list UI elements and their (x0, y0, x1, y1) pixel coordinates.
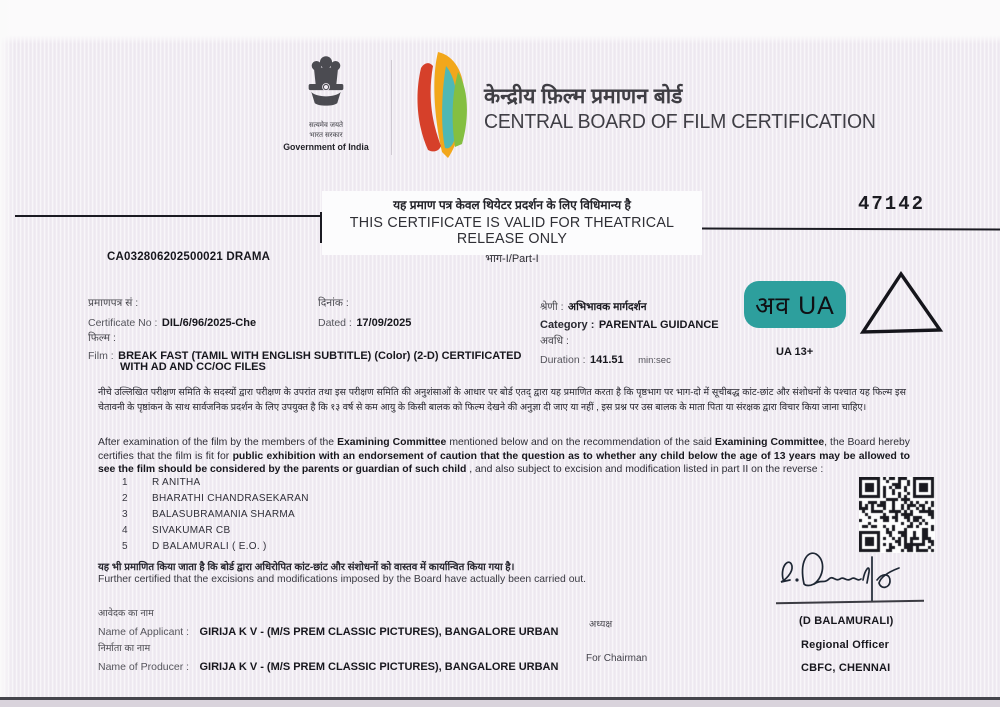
duration-value: 141.51 (589, 354, 624, 366)
ca-number: CA032806202500021 DRAMA (107, 251, 271, 263)
applicant-label-hi: आवेदक का नाम (98, 608, 154, 619)
member-number: 3 (122, 509, 128, 520)
scan-bottom-strip (0, 700, 1000, 707)
rating-caption: UA 13+ (776, 346, 814, 358)
film-title-line2: WITH AD AND CC/OC FILES (120, 361, 266, 373)
member-name: BALASUBRAMANIA SHARMA (152, 509, 296, 520)
member-name: BHARATHI CHANDRASEKARAN (152, 493, 309, 504)
member-number: 4 (122, 525, 128, 536)
date-value: 17/09/2025 (356, 317, 412, 329)
chairman-label-hi: अध्यक्ष (589, 619, 613, 630)
govt-emblem (278, 52, 374, 152)
duration-row (540, 350, 671, 368)
chairman-label-en: For Chairman (586, 653, 648, 664)
signatory-title: Regional Officer (801, 639, 890, 651)
category-row-en (540, 315, 719, 333)
member-name: D BALAMURALI ( E.O. ) (152, 541, 267, 552)
duration-label-hi: अवधि : (540, 335, 569, 347)
category-label-en: Category : (540, 319, 595, 331)
declaration-seg: After examination of the film by the members of the (98, 437, 338, 448)
applicant-label-en: Name of Applicant : (98, 626, 190, 638)
emblem-govt-of-india: Government of India (283, 142, 369, 152)
duration-label-en: Duration : (540, 354, 586, 366)
declaration-bold-seg: public exhibition with an endorsement of caution that the question as to whether any child below the age of 13 years may be allowed to see the film should be considered by the parents or guardian of such child (98, 450, 910, 476)
committee-member-row (122, 509, 295, 520)
category-label-hi: श्रेणी : (540, 301, 564, 313)
rating-triangle-icon (856, 270, 946, 336)
producer-label-en: Name of Producer : (98, 661, 190, 673)
serial-number: 47142 (858, 193, 926, 215)
date-label-en: Dated : (318, 317, 352, 329)
declaration-bold-seg: Examining Committee (714, 437, 825, 448)
applicant-value: GIRIJA K V - (M/S PREM CLASSIC PICTURES), BANGALORE URBAN (199, 626, 559, 638)
banner-part-label: भाग-I/Part-I (485, 253, 539, 265)
applicant-row (98, 622, 558, 640)
film-label-hi: फिल्म : (88, 332, 116, 344)
rating-badge-text: अव UA (755, 291, 835, 320)
board-name-hindi: केन्द्रीय फ़िल्म प्रमाणन बोर्ड (484, 85, 683, 108)
committee-member-row (122, 541, 267, 552)
member-number: 2 (122, 493, 128, 504)
film-label-en: Film : (88, 350, 114, 362)
signatory-office: CBFC, CHENNAI (801, 662, 891, 674)
member-name: SIVAKUMAR CB (152, 525, 231, 536)
rating-badge (744, 281, 846, 328)
date-row (318, 313, 411, 331)
producer-row (98, 657, 558, 675)
member-name: R ANITHA (152, 477, 201, 488)
signatory-name: (D BALAMURALI) (799, 615, 894, 627)
category-value-en: PARENTAL GUIDANCE (598, 319, 719, 331)
committee-member-row (122, 493, 309, 504)
committee-member-row (122, 477, 201, 488)
film-title-line1: BREAK FAST (TAMIL WITH ENGLISH SUBTITLE) (Color) (2-D) CERTIFICATED (118, 350, 522, 362)
emblem-bharat-sarkar: भारत सरकार (309, 132, 343, 139)
scan-top-edge (0, 0, 1000, 44)
english-declaration (98, 436, 910, 477)
cert-no-label-en: Certificate No : (88, 317, 158, 329)
committee-member-row (122, 525, 230, 536)
declaration-seg: mentioned below and on the recommendation of the said (446, 437, 715, 448)
declaration-seg: , and also subject to excision and modification listed in part II on the reverse : (466, 464, 824, 476)
qr-code (859, 477, 935, 553)
hindi-declaration: नीचे उल्लिखित परीक्षण समिति के सदस्यों द्वारा परीक्षण के उपरांत तथा इस परीक्षण समिति की अनुशंसाओं के आधार पर बोर्ड एतद् द्वारा यह प्रमाणित करता है कि पृष्ठभाग पर भाग-दो में सूचीबद्ध कांट-छांट और संशोधनों के पश्चात यह फिल्म इस चेतावनी के पृष्ठांकन के साथ सार्वजनिक प्रदर्शन के लिए उपयुक्त है कि १३ वर्ष से कम आयु के किसी बालक को फिल्म देखने की अनुज्ञा दी जाए या नहीं , इस प्रश्न पर उस बालक के माता पिता या संरक्षक द्वारा विचार किया जाना चाहिए। (98, 386, 906, 412)
declaration-bold-seg: Examining Committee (337, 437, 447, 448)
validity-banner (322, 191, 702, 265)
header-divider (391, 60, 392, 155)
banner-line-hindi: यह प्रमाण पत्र केवल थियेटर प्रदर्शन के लिए विधिमान्य है (393, 198, 631, 212)
producer-value: GIRIJA K V - (M/S PREM CLASSIC PICTURES), BANGALORE URBAN (199, 661, 559, 673)
ashoka-emblem-icon (300, 52, 352, 116)
cert-no-value: DIL/6/96/2025-Che (161, 317, 257, 329)
member-number: 1 (122, 477, 128, 488)
member-number: 5 (122, 541, 128, 552)
date-label-hi: दिनांक : (318, 297, 349, 309)
cert-no-row (88, 313, 256, 331)
duration-unit: min:sec (638, 355, 671, 366)
producer-label-hi: निर्माता का नाम (98, 643, 151, 654)
banner-line-english: THIS CERTIFICATE IS VALID FOR THEATRICAL RELEASE ONLY (349, 215, 675, 247)
board-name-english: CENTRAL BOARD OF FILM CERTIFICATION (484, 111, 876, 133)
emblem-motto: सत्यमेव जयते (308, 122, 344, 129)
declaration-seg: , the Board hereby certifies that the film is fit for (98, 437, 911, 462)
cert-no-label-hi: प्रमाणपत्र सं : (88, 297, 139, 309)
signature (773, 543, 925, 605)
further-certified-hi: यह भी प्रमाणित किया जाता है कि बोर्ड द्वारा अधिरोपित कांट-छांट और संशोधनों को वास्तव में कार्यान्वित किया गया है। (98, 562, 515, 573)
scan-left-edge (0, 0, 13, 707)
category-value-hi: अभिभावक मार्गदर्शन (568, 301, 647, 313)
banner-rule-right (702, 227, 1000, 230)
further-certified-en: Further certified that the excisions and modifications imposed by the Board have actually been carried out. (98, 574, 587, 585)
cbfc-logo-icon (412, 50, 482, 162)
category-row-hi (540, 297, 647, 315)
banner-rule-left (15, 215, 320, 217)
